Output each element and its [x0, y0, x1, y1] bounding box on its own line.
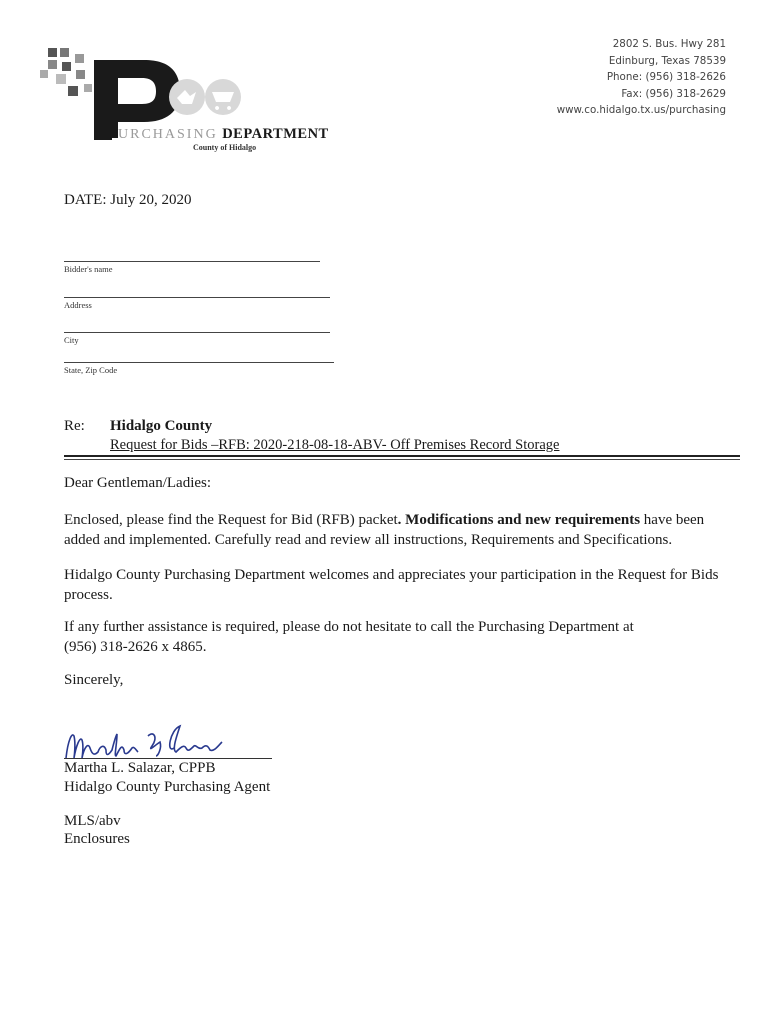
re-title: Hidalgo County — [110, 418, 213, 434]
address-label: Address — [64, 300, 92, 310]
state-zip-label: State, Zip Code — [64, 365, 118, 375]
street-address: 2802 S. Bus. Hwy 281 — [612, 38, 726, 50]
initials: MLS/abv — [64, 813, 121, 829]
enclosures: Enclosures — [64, 831, 130, 847]
county-subtitle: County of Hidalgo — [193, 143, 257, 152]
re-label: Re: — [64, 418, 85, 434]
address-block — [557, 36, 726, 119]
paragraph-assistance: If any further assistance is required, please do not hesitate to call the Purchasing Department at (956) 318-2626 x 4865. — [64, 619, 634, 655]
paragraph-enclosed: Enclosed, please find the Request for Bid (RFB) packet. Modifications and new requirements have been added and implemented. Carefully read and review all instructions, Requirements and Specifications. — [64, 512, 705, 548]
paragraph-welcome: Hidalgo County Purchasing Department welcomes and appreciates your participation in the Request for Bids process. — [64, 567, 719, 603]
closing: Sincerely, — [64, 672, 124, 688]
address-line — [64, 297, 330, 298]
bidder-name-label: Bidder's name — [64, 264, 113, 274]
city-label: City — [64, 335, 79, 345]
website-link: www.co.hidalgo.tx.us/purchasing — [556, 104, 726, 116]
p-stem-extension — [94, 92, 112, 140]
signer-title: Hidalgo County Purchasing Agent — [64, 779, 271, 795]
fax-number: Fax: (956) 318-2629 — [621, 87, 726, 100]
purchasing-logo — [40, 40, 340, 170]
header-rule-thin — [64, 459, 740, 460]
letter-date: DATE: July 20, 2020 — [64, 192, 192, 208]
state-zip-line — [64, 362, 334, 363]
signer-name: Martha L. Salazar, CPPB — [64, 760, 216, 776]
header-rule — [64, 455, 740, 457]
bidder-name-line — [64, 261, 320, 262]
city-line — [64, 332, 330, 333]
city-state-zip: Edinburg, Texas 78539 — [608, 54, 726, 67]
emblem-icon — [168, 78, 248, 116]
phone-number: Phone: (956) 318-2626 — [606, 71, 726, 83]
salutation: Dear Gentleman/Ladies: — [64, 475, 212, 491]
re-subject: Request for Bids –RFB: 2020-218-08-18-ABV- Off Premises Record Storage — [110, 437, 560, 453]
department-name: URCHASING DEPARTMENT — [118, 126, 329, 142]
